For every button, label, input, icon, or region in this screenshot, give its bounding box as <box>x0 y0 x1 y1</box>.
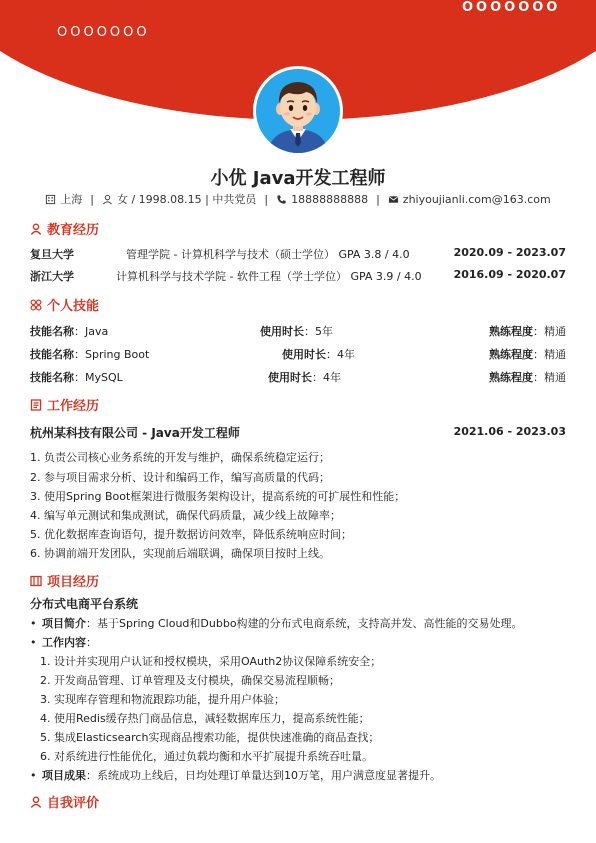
company-title: 杭州某科技有限公司 - Java开发工程师 <box>30 426 240 440</box>
list-item: 3. 使用Spring Boot框架进行微服务架构设计，提高系统的可扩展性和性能； <box>30 490 406 503</box>
work-date: 2021.06 - 2023.03 <box>453 425 566 438</box>
work-section-title: 工作经历 <box>30 395 99 414</box>
education-date: 2016.09 - 2020.07 <box>453 268 566 281</box>
list-item: 4. 使用Redis缓存热门商品信息，减轻数据库压力，提高系统性能； <box>40 712 370 725</box>
school-name: 浙江大学 <box>30 270 74 283</box>
education-section-title: 教育经历 <box>30 219 99 238</box>
user-icon <box>102 194 113 205</box>
book-icon <box>30 575 42 587</box>
personal-info-text: 女 / 1998.08.15 | 中共党员 <box>116 193 257 206</box>
mail-icon <box>388 194 399 205</box>
list-item: 1. 设计并实现用户认证和授权模块，采用OAuth2协议保障系统安全； <box>40 655 382 668</box>
list-item: 2. 参与项目需求分析、设计和编码工作，编写高质量的代码； <box>30 471 330 484</box>
list-item: • 项目成果：系统成功上线后，日均处理订单量达到10万笔，用户满意度显著提升。 <box>30 769 441 782</box>
skill-item: 技能名称：Java 使用时长：5年 熟练程度：精通 <box>30 325 566 338</box>
list-item: • 项目简介：基于Spring Cloud和Dubbo构建的分布式电商系统，支持高并发、高性能的交易处理。 <box>30 617 523 630</box>
skill-level: 精通 <box>544 371 566 384</box>
location-text: 上海 <box>60 193 83 206</box>
skill-level: 精通 <box>544 325 566 338</box>
skill-name: Spring Boot <box>85 348 150 361</box>
grid-icon <box>30 299 42 311</box>
list-item: 3. 实现库存管理和物流跟踪功能，提升用户体验； <box>40 693 285 706</box>
education-item <box>30 268 566 282</box>
decorative-dots-right: OOOOOOO <box>462 0 561 15</box>
skill-duration: 5年 <box>315 325 333 338</box>
education-item <box>30 246 566 260</box>
school-name: 复旦大学 <box>30 248 74 261</box>
person-icon <box>30 223 42 235</box>
self-eval-section-title: 自我评价 <box>30 792 99 811</box>
skill-name: MySQL <box>85 371 123 384</box>
education-detail: 计算机科学与技术学院 - 软件工程（学士学位） GPA 3.9 / 4.0 <box>116 270 422 283</box>
separator: | <box>90 192 94 206</box>
email-link[interactable]: zhiyoujianli.com@163.com <box>402 192 551 206</box>
list-item: 2. 开发商品管理、订单管理及支付模块，确保交易流程顺畅； <box>40 674 340 687</box>
list-item: 5. 集成Elasticsearch实现商品搜索功能，提供快速准确的商品查找； <box>40 731 380 744</box>
separator: | <box>376 192 380 206</box>
skill-duration: 4年 <box>337 348 355 361</box>
skills-section-title: 个人技能 <box>30 295 99 314</box>
skill-level: 精通 <box>544 348 566 361</box>
contact-info <box>0 191 596 207</box>
list-item: 4. 编写单元测试和集成测试，确保代码质量，减少线上故障率； <box>30 509 341 522</box>
skill-item: 技能名称：MySQL 使用时长：4年 熟练程度：精通 <box>30 371 566 384</box>
skill-item: 技能名称：Spring Boot 使用时长：4年 熟练程度：精通 <box>30 348 566 361</box>
education-detail: 管理学院 - 计算机科学与技术（硕士学位） GPA 3.8 / 4.0 <box>126 248 410 261</box>
list-item: • 工作内容： <box>30 636 97 649</box>
avatar <box>253 66 343 156</box>
project-section-title: 项目经历 <box>30 571 99 590</box>
decorative-dots-left: OOOOOOO <box>57 25 150 40</box>
phone-text: 18888888888 <box>291 192 369 206</box>
list-item: 1. 负责公司核心业务系统的开发与维护，确保系统稳定运行； <box>30 451 330 464</box>
education-date: 2020.09 - 2023.07 <box>453 246 566 259</box>
project-name: 分布式电商平台系统 <box>30 597 139 611</box>
building-icon <box>45 194 56 205</box>
avatar-illustration <box>256 69 340 153</box>
list-item: 5. 优化数据库查询语句，提升数据访问效率，降低系统响应时间； <box>30 528 352 541</box>
person-icon <box>30 796 42 808</box>
skill-duration: 4年 <box>323 371 341 384</box>
work-item-header <box>30 424 566 440</box>
document-icon <box>30 399 42 411</box>
list-item: 6. 对系统进行性能优化，通过负载均衡和水平扩展提升系统吞吐量。 <box>40 750 373 763</box>
skill-name: Java <box>85 325 109 338</box>
separator: | <box>264 192 269 206</box>
list-item: 6. 协调前端开发团队，实现前后端联调，确保项目按时上线。 <box>30 547 330 560</box>
page-title: 小优 Java开发工程师 <box>210 168 386 189</box>
phone-icon <box>276 194 287 205</box>
